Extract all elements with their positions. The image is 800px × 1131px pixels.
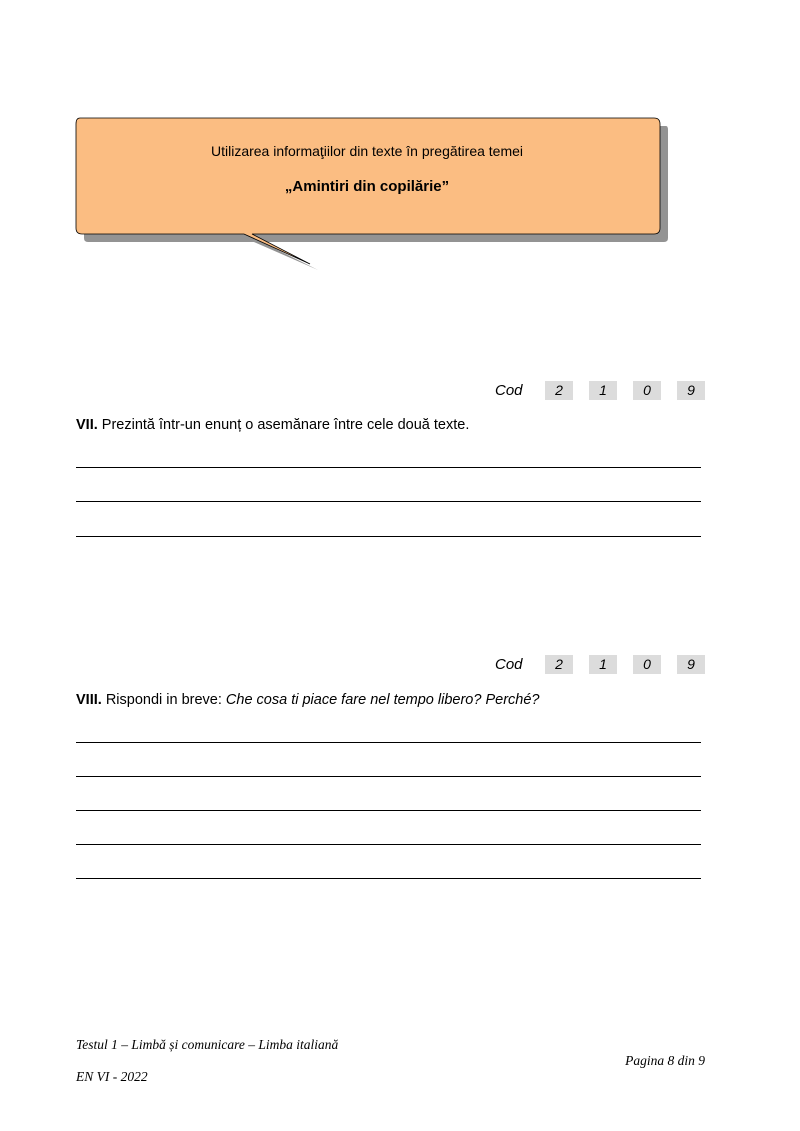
answer-line[interactable] bbox=[76, 810, 701, 811]
cod-digit-box: 9 bbox=[677, 655, 705, 674]
answer-line[interactable] bbox=[76, 742, 701, 743]
question-text-italic: Che cosa ti piace fare nel tempo libero? Perché? bbox=[225, 692, 540, 708]
callout-title: „Amintiri din copilărie” bbox=[284, 178, 450, 195]
footer-test-title: Testul 1 – Limbă și comunicare – Limba italiană bbox=[76, 1037, 339, 1052]
cod-label: Cod bbox=[495, 656, 523, 673]
cod-digit-box: 9 bbox=[677, 381, 705, 400]
cod-row-vii bbox=[0, 381, 800, 403]
answer-line[interactable] bbox=[76, 844, 701, 845]
cod-digit-box: 1 bbox=[589, 655, 617, 674]
answer-line[interactable] bbox=[76, 467, 701, 468]
topic-callout bbox=[0, 0, 800, 300]
cod-label: Cod bbox=[495, 382, 523, 399]
question-text: Prezintă într-un enunț o asemănare între cele două texte. bbox=[97, 417, 470, 433]
question-text: Rispondi in breve: bbox=[101, 692, 226, 708]
answer-line[interactable] bbox=[76, 536, 701, 537]
question-number: VIII. bbox=[76, 692, 102, 708]
cod-digit-box: 2 bbox=[545, 381, 573, 400]
answer-line[interactable] bbox=[76, 501, 701, 502]
cod-digit-box: 1 bbox=[589, 381, 617, 400]
cod-digit-box: 0 bbox=[633, 381, 661, 400]
cod-digit-box: 0 bbox=[633, 655, 661, 674]
answer-line[interactable] bbox=[76, 878, 701, 879]
question-vii bbox=[76, 417, 469, 433]
question-number: VII. bbox=[76, 417, 98, 433]
footer-page-number: Pagina 8 din 9 bbox=[625, 1053, 705, 1068]
callout-subtitle: Utilizarea informaţiilor din texte în pregătirea temei bbox=[210, 143, 524, 159]
answer-line[interactable] bbox=[76, 776, 701, 777]
footer-exam: EN VI - 2022 bbox=[76, 1069, 148, 1084]
cod-row-viii bbox=[0, 655, 800, 677]
question-viii bbox=[76, 692, 539, 708]
cod-digit-box: 2 bbox=[545, 655, 573, 674]
